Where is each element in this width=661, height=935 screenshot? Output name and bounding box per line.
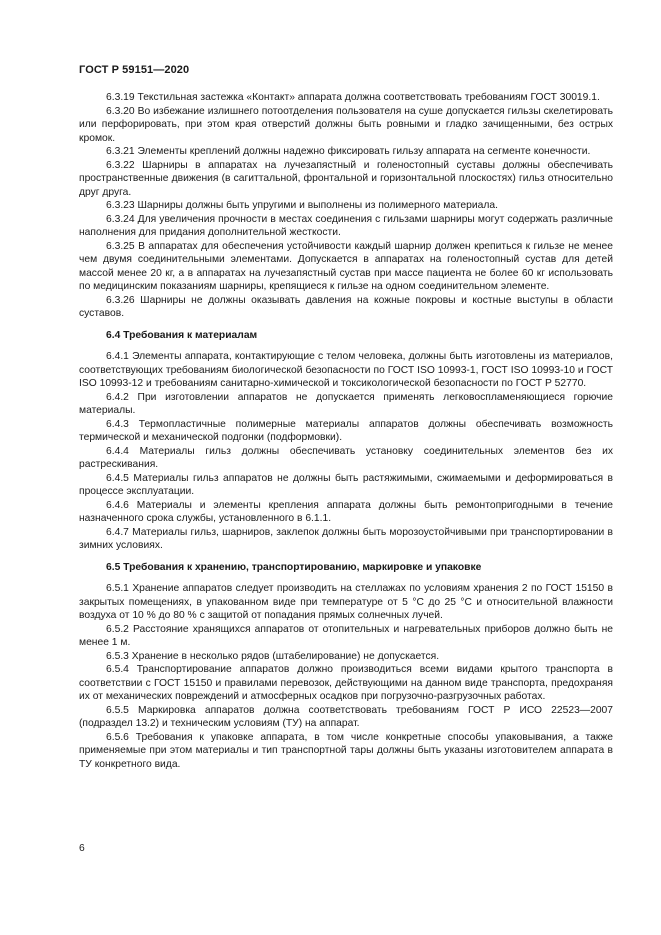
paragraph-6-5-6: 6.5.6 Требования к упаковке аппарата, в том числе конкретные способы упаковывания, а также применяемые при этом материалы и тип транспортной тары должны быть указаны изготовителем аппарата в ТУ конкретного вида. bbox=[79, 731, 613, 770]
paragraph-6-4-4: 6.4.4 Материалы гильз должны обеспечивать установку соединительных элементов без их растрескивания. bbox=[79, 445, 613, 470]
paragraph-6-4-6: 6.4.6 Материалы и элементы крепления аппарата должны быть ремонтопригодными в течение назначенного срока службы, установленного в 6.1.1. bbox=[79, 499, 613, 524]
document-body bbox=[79, 91, 613, 771]
paragraph-6-5-5: 6.5.5 Маркировка аппаратов должна соответствовать требованиям ГОСТ Р ИСО 22523—2007 (подраздел 13.2) и техническим условиям (ТУ) на аппарат. bbox=[79, 704, 613, 729]
paragraph-6-4-1: 6.4.1 Элементы аппарата, контактирующие с телом человека, должны быть изготовлены из материалов, соответствующих требованиям биологической безопасности по ГОСТ ISO 10993-1, ГОСТ ISO 10993-10 и ГОСТ ISO 10993-12 и требованиям санитарно-химической и токсикологической безопасности по ГОСТ Р 52770. bbox=[79, 351, 613, 389]
paragraph-6-3-19: 6.3.19 Текстильная застежка «Контакт» аппарата должна соответствовать требованиям ГОСТ 30019.1. bbox=[106, 92, 600, 103]
paragraph-6-3-21: 6.3.21 Элементы креплений должны надежно фиксировать гильзу аппарата на сегменте конечности. bbox=[106, 146, 591, 157]
section-heading-6-4: 6.4 Требования к материалам bbox=[106, 329, 258, 341]
page-number: 6 bbox=[79, 843, 85, 854]
paragraph-6-3-20: 6.3.20 Во избежание излишнего потоотделения пользователя на суше допускается гильзы скелетировать или перфорировать, при этом края отверстий должны быть ровными и гладко зачищенными, без острых кромок. bbox=[79, 105, 613, 144]
paragraph-6-3-24: 6.3.24 Для увеличения прочности в местах соединения с гильзами шарниры могут содержать различные наполнения для придания дополнительной жесткости. bbox=[79, 213, 613, 238]
paragraph-6-4-2: 6.4.2 При изготовлении аппаратов не допускается применять легковоспламеняющиеся горючие материалы. bbox=[79, 391, 613, 416]
paragraph-6-5-2: 6.5.2 Расстояние хранящихся аппаратов от отопительных и нагревательных приборов должно быть не менее 1 м. bbox=[79, 623, 613, 648]
paragraph-6-5-3: 6.5.3 Хранение в несколько рядов (штабелирование) не допускается. bbox=[106, 650, 440, 662]
paragraph-6-4-5: 6.4.5 Материалы гильз аппаратов не должны быть растяжимыми, сжимаемыми и деформироваться в процессе эксплуатации. bbox=[79, 472, 613, 497]
paragraph-6-3-25: 6.3.25 В аппаратах для обеспечения устойчивости каждый шарнир должен крепиться к гильзе не менее чем двумя соединительными элементами. Допускается в аппаратах на голеностопный сустав для детей массой менее 20 кг, а в аппаратах на лучезапястный сустав при массе пациента не более 60 кг использовать по медицинским показаниям шарниры, крепящиеся к гильзе на одном соединительном элементе. bbox=[79, 240, 613, 292]
paragraph-6-3-23: 6.3.23 Шарниры должны быть упругими и выполнены из полимерного материала. bbox=[106, 200, 498, 211]
paragraph-6-4-7: 6.4.7 Материалы гильз, шарниров, заклепок должны быть морозоустойчивыми при транспортировании в зимних условиях. bbox=[79, 526, 613, 551]
paragraph-6-5-1: 6.5.1 Хранение аппаратов следует производить на стеллажах по условиям хранения 2 по ГОСТ 15150 в закрытых помещениях, в упакованном виде при температуре от 5 °С до 25 °С и относительной влажности воздуха от 10 % до 80 % с защитой от попадания прямых солнечных лучей. bbox=[79, 583, 613, 621]
paragraph-6-4-3: 6.4.3 Термопластичные полимерные материалы аппаратов должны обеспечивать возможность термической и механической подгонки (подформовки). bbox=[79, 418, 613, 443]
document-header: ГОСТ Р 59151—2020 bbox=[79, 64, 190, 76]
paragraph-6-3-26: 6.3.26 Шарниры не должны оказывать давления на кожные покровы и костные выступы в области суставов. bbox=[79, 294, 613, 319]
section-heading-6-5: 6.5 Требования к хранению, транспортированию, маркировке и упаковке bbox=[106, 561, 482, 573]
paragraph-6-5-4: 6.5.4 Транспортирование аппаратов должно производиться всеми видами крытого транспорта в соответствии с ГОСТ 15150 и правилами перевозок, действующими на данном виде транспорта, предохраняя их от механических повреждений и атмосферных осадков при погрузочно-разгрузочных работах. bbox=[79, 664, 613, 702]
paragraph-6-3-22: 6.3.22 Шарниры в аппаратах на лучезапястный и голеностопный суставы должны обеспечивать пространственные движения (в сагиттальной, фронтальной и горизонтальной плоскостях) гильз относительно друг друга. bbox=[79, 159, 613, 198]
